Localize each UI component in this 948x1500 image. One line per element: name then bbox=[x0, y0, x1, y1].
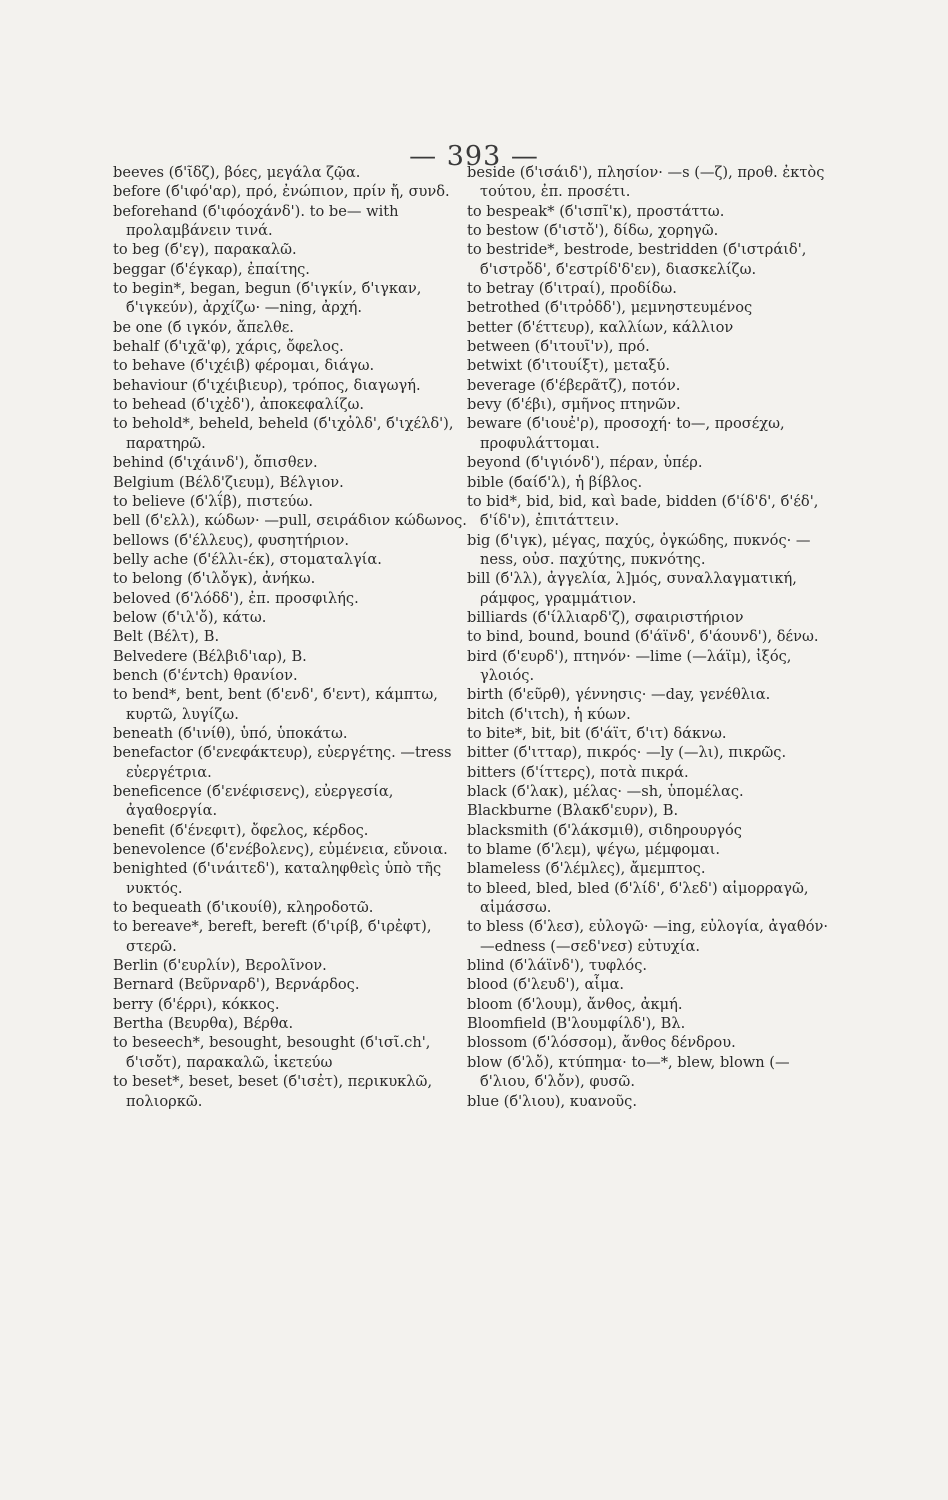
dictionary-entry: blind (б'λάϊνδ'), τυφλός. bbox=[467, 957, 648, 975]
dictionary-entry: Belgium (Βέλδ'ζιευμ), Βέλγιον. bbox=[113, 473, 344, 491]
dictionary-entry: blossom (б'λόσσομ), ἄνθος δένδρου. bbox=[467, 1034, 736, 1052]
dictionary-entry: behind (б'ιχάινδ'), ὄπισθεν. bbox=[113, 454, 318, 472]
dictionary-entry: Bertha (Βευρθα), Βέρθα. bbox=[113, 1015, 294, 1033]
dictionary-entry: Berlin (б'ευρλίν), Βερολῖνον. bbox=[113, 957, 327, 975]
dictionary-entry: billiards (б'ίλλιαρδ'ζ), σφαιριστήριον bbox=[467, 608, 744, 626]
dictionary-entry: to bend*, bent, bent (б'ενδ', б'εντ), κάμπτω, κυρτῶ, λυγίζω. bbox=[113, 686, 438, 723]
dictionary-entry: blameless (б'λέμλες), ἄμεμπτος. bbox=[467, 860, 706, 878]
dictionary-entry: beside (б'ισάιδ'), πλησίον· —s (—ζ), προθ. ἐκτὸς τούτου, ἐπ. προσέτι. bbox=[467, 164, 825, 201]
dictionary-entry: betwixt (б'ιτουίξτ), μεταξύ. bbox=[467, 357, 671, 375]
dictionary-entry: to bequeath (б'ικουίθ), κληροδοτῶ. bbox=[113, 899, 374, 917]
dictionary-entry: to bestow (б'ιστὄ'), δίδω, χορηγῶ. bbox=[467, 222, 719, 240]
right-column bbox=[467, 163, 833, 1111]
dictionary-entry: bill (б'λλ), ἀγγελία, λ]μός, συναλλαγματική, ράμφος, γραμμάτιον. bbox=[467, 570, 797, 607]
dictionary-entry: to bid*, bid, bid, καὶ bade, bidden (б'ίδ'δ', б'έδ', б'ίδ'ν), ἐπιτάττειν. bbox=[467, 492, 819, 530]
dictionary-entry: beware (б'ιουἐ'ρ), προσοχή· to—, προσέχω, προφυλάττομαι. bbox=[467, 415, 785, 452]
dictionary-entry: benefit (б'ένεφιτ), ὄφελος, κέρδος. bbox=[113, 821, 369, 839]
dictionary-entry: to bind, bound, bound (б'άϊνδ', б'άουνδ'), δένω. bbox=[467, 628, 819, 646]
dictionary-entry: beforehand (б'ιφόοχάνδ'). to be— with προλαμβάνειν τινά. bbox=[113, 202, 399, 240]
dictionary-entry: be one (б ιγκόν, ἄπελθε. bbox=[113, 318, 294, 336]
dictionary-entry: to belong (б'ιλὄγκ), ἀνήκω. bbox=[113, 570, 316, 588]
dictionary-entry: bird (б'ευρδ'), πτηνόν· —lime (—λάϊμ), ἰξός, γλοιός. bbox=[467, 647, 792, 684]
dictionary-entry: better (б'έττευρ), καλλίων, κάλλιον bbox=[467, 318, 734, 336]
dictionary-entry: bevy (б'έβι), σμῆνος πτηνῶν. bbox=[467, 396, 681, 414]
dictionary-entry: to bleed, bled, bled (б'λίδ', б'λεδ') αἱμορραγῶ, αἱμάσσω. bbox=[467, 879, 809, 917]
dictionary-entry: to blame (б'λεμ), ψέγω, μέμφομαι. bbox=[467, 841, 721, 859]
dictionary-entry: blow (б'λὄ), κτύπημα· to—*, blew, blown (—б'λιου, б'λὄν), φυσῶ. bbox=[467, 1053, 790, 1091]
dictionary-entry: benefactor (б'ενεφάκτευρ), εὐεργέτης. —tress εὐεργέτρια. bbox=[113, 744, 452, 781]
dictionary-entry: between (б'ιτουῖ'ν), πρό. bbox=[467, 338, 650, 356]
dictionary-entry: Belt (Βέλτ), Β. bbox=[113, 628, 220, 646]
dictionary-entry: beeves (б'ῖδζ), βόες, μεγάλα ζῷα. bbox=[113, 164, 361, 181]
left-column bbox=[113, 163, 479, 1111]
dictionary-entry: bible (бαίб'λ), ἡ βίβλος. bbox=[467, 473, 643, 491]
dictionary-entry: behalf (б'ιχᾶ'φ), χάρις, ὄφελος. bbox=[113, 338, 344, 356]
dictionary-entry: berry (б'έρρι), κόκκος. bbox=[113, 995, 280, 1013]
dictionary-entry: to bereave*, bereft, bereft (б'ιρίβ, б'ιρἐφτ), στερῶ. bbox=[113, 918, 432, 955]
dictionary-entry: beverage (б'έβερᾶτζ), ποτόν. bbox=[467, 376, 681, 394]
dictionary-entry: to betray (б'ιτραί), προδίδω. bbox=[467, 280, 677, 298]
dictionary-entry: to bespeak* (б'ισπῖ'κ), προστάττω. bbox=[467, 202, 725, 220]
dictionary-entry: birth (б'εῦρθ), γέννησις· —day, γενέθλια. bbox=[467, 686, 771, 704]
dictionary-entry: bench (б'έντch) θρανίον. bbox=[113, 666, 298, 684]
dictionary-entry: beyond (б'ιγιόνδ'), πέραν, ὑπέρ. bbox=[467, 454, 703, 472]
dictionary-entry: bloom (б'λουμ), ἄνθος, ἀκμή. bbox=[467, 995, 683, 1013]
dictionary-entry: bitter (б'ιτταρ), πικρός· —ly (—λι), πικρῶς. bbox=[467, 744, 787, 762]
dictionary-entry: bellows (б'έλλευς), φυσητήριον. bbox=[113, 531, 350, 549]
dictionary-entry: beggar (б'έγκαρ), ἐπαίτης. bbox=[113, 260, 310, 278]
dictionary-entry: bell (б'ελλ), κώδων· —pull, σειράδιον κώδωνος. bbox=[113, 512, 467, 530]
dictionary-entry: below (б'ιλ'ὄ), κάτω. bbox=[113, 608, 267, 626]
dictionary-entry: blacksmith (б'λάκσμιθ), σιδηρουργός bbox=[467, 821, 742, 839]
dictionary-entry: to beset*, beset, beset (б'ισἐτ), περικυκλῶ, πολιορκῶ. bbox=[113, 1073, 433, 1110]
dictionary-entry: bitters (б'ίττερς), ποτὰ πικρά. bbox=[467, 763, 689, 781]
dictionary-entry: to bestride*, bestrode, bestridden (б'ιστράιδ', б'ιστρὄδ', б'εστρίδ'δ'εν), διασκελίζω. bbox=[467, 241, 807, 278]
dictionary-entry: betrothed (б'ιτρὀδδ'), μεμνηστευμένος bbox=[467, 299, 753, 317]
dictionary-entry: beneficence (б'ενέφισενς), εὐεργεσία, ἀγαθοεργία. bbox=[113, 783, 394, 820]
dictionary-entry: before (б'ιφό'αρ), πρό, ἐνώπιον, πρίν ἤ, συνδ. bbox=[113, 183, 450, 201]
dictionary-entry: to bless (б'λεσ), εὐλογῶ· —ing, εὐλογία, ἀγαθόν· —edness (—σεδ'νεσ) εὐτυχία. bbox=[467, 918, 828, 955]
dictionary-entry: behaviour (б'ιχέιβιευρ), τρόπος, διαγωγή. bbox=[113, 376, 421, 394]
dictionary-entry: Blackburne (Βλακб'ευρν), Β. bbox=[467, 802, 679, 820]
dictionary-entry: benighted (б'ινάιτεδ'), καταληφθεὶς ὑπὸ τῆς νυκτός. bbox=[113, 860, 442, 897]
dictionary-entry: blood (б'λευδ'), αἷμα. bbox=[467, 976, 625, 994]
dictionary-entry: big (б'ιγκ), μέγας, παχύς, ὀγκώδης, πυκνός· —ness, οὐσ. παχύτης, πυκνότης. bbox=[467, 531, 811, 568]
dictionary-entry: to bite*, bit, bit (б'άϊτ, б'ιτ) δάκνω. bbox=[467, 724, 727, 742]
dictionary-entry: Bloomfield (Β'λουμφίλδ'), Βλ. bbox=[467, 1015, 686, 1033]
dictionary-entry: Belvedere (Βέλβιδ'ιαρ), Β. bbox=[113, 647, 307, 665]
dictionary-entry: to believe (б'λΐβ), πιστεύω. bbox=[113, 492, 313, 510]
page-number: — 393 — bbox=[409, 141, 539, 172]
dictionary-entry: black (б'λακ), μέλας· —sh, ὑπομέλας. bbox=[467, 783, 744, 800]
dictionary-entry: to behave (б'ιχέιβ) φέρομαι, διάγω. bbox=[113, 357, 375, 375]
dictionary-entry: to beseech*, besought, besought (б'ισῖ.ch', б'ισὄτ), παρακαλῶ, ἱκετεύω bbox=[113, 1034, 431, 1071]
dictionary-entry: bitch (б'ιτch), ἡ κύων. bbox=[467, 705, 631, 723]
dictionary-entry: belly ache (б'έλλι-έκ), στοματαλγία. bbox=[113, 550, 382, 568]
dictionary-entry: to beg (б'εγ), παρακαλῶ. bbox=[113, 241, 297, 259]
dictionary-entry: beneath (б'ινίθ), ὑπό, ὑποκάτω. bbox=[113, 724, 348, 742]
dictionary-entry: beloved (б'λόδδ'), ἐπ. προσφιλής. bbox=[113, 589, 359, 607]
dictionary-entry: blue (б'λιου), κυανοῦς. bbox=[467, 1092, 637, 1110]
dictionary-entry: Bernard (Βεῦρναρδ'), Βερνάρδος. bbox=[113, 976, 360, 994]
dictionary-entry: benevolence (б'ενέβολενς), εὐμένεια, εὔνοια. bbox=[113, 841, 448, 859]
dictionary-entry: to begin*, began, begun (б'ιγκίν, б'ιγκαν, б'ιγκεύν), ἀρχίζω· —ning, ἀρχή. bbox=[113, 280, 422, 317]
dictionary-entry: to behead (б'ιχἐδ'), ἀποκεφαλίζω. bbox=[113, 396, 365, 414]
dictionary-entry: to behold*, beheld, beheld (б'ιχὀλδ', б'ιχέλδ'), παρατηρῶ. bbox=[113, 415, 454, 452]
